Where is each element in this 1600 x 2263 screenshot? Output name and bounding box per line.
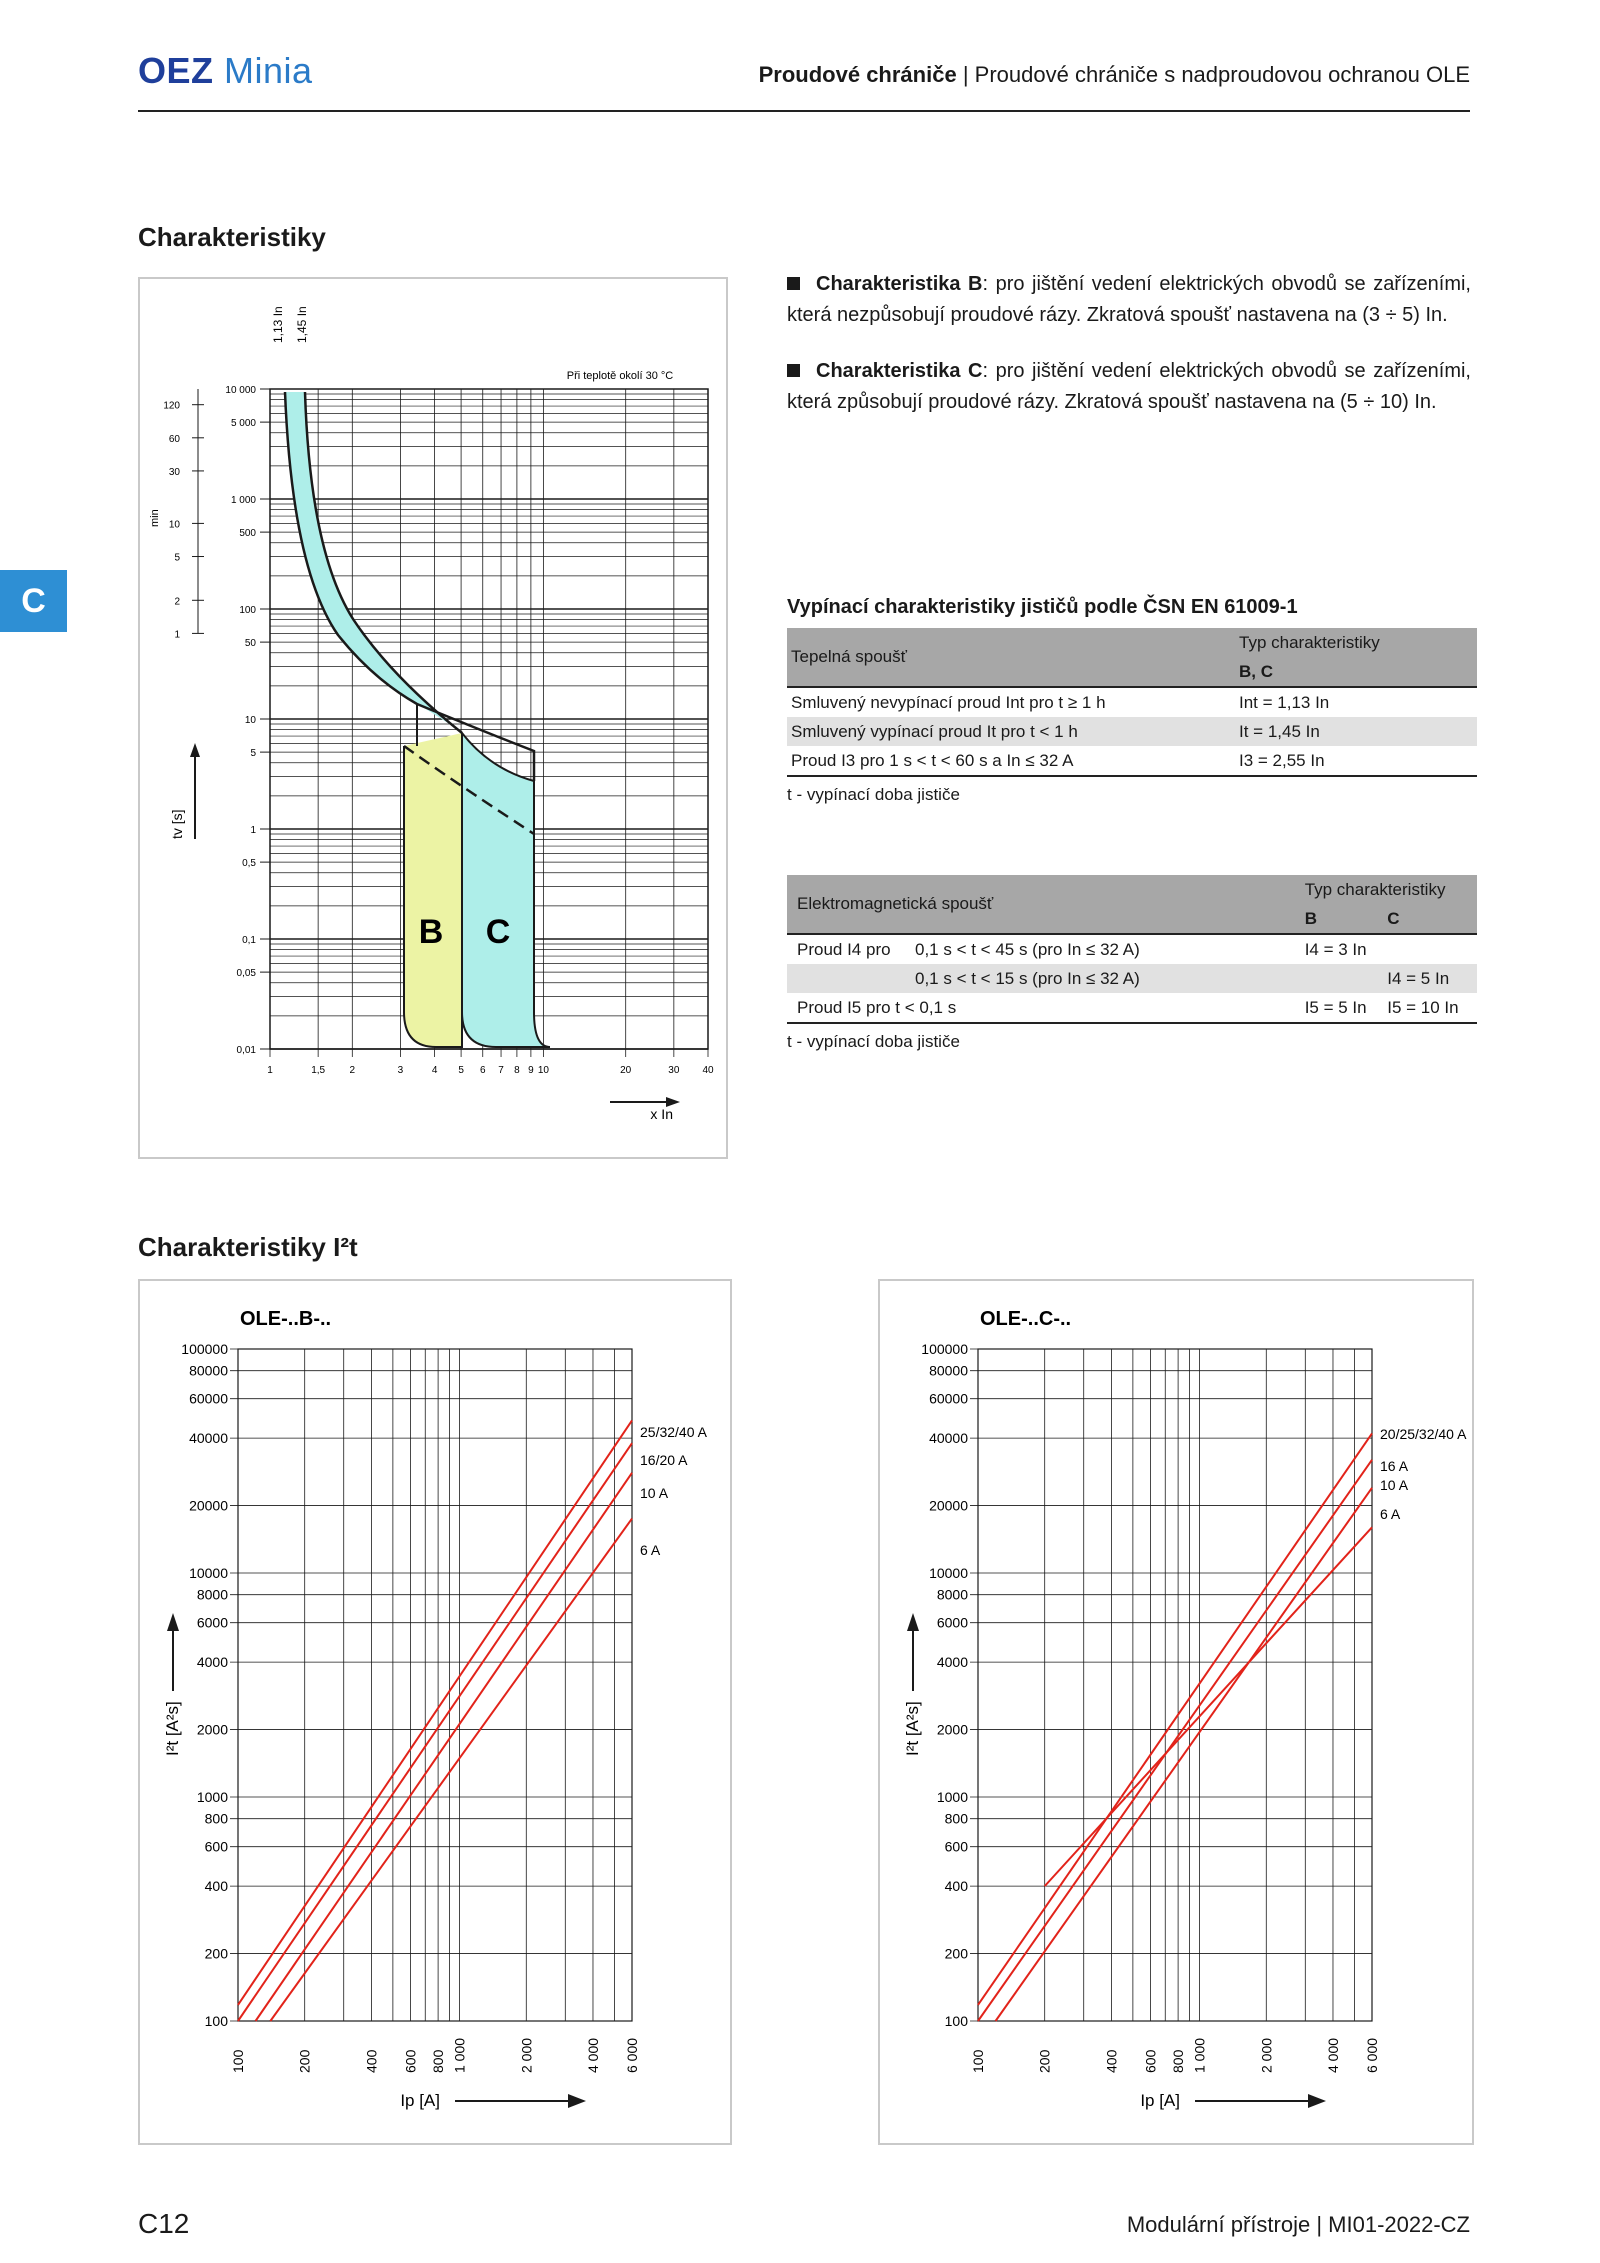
y-tick-label: 8000 — [196, 1586, 228, 1603]
header-title-bold: Proudové chrániče — [758, 62, 957, 87]
bullet-b-label: Charakteristika B — [816, 273, 983, 295]
table-row — [787, 934, 1477, 964]
t1-col1: Tepelná spoušť — [787, 628, 1235, 687]
x-tick-label: 8 — [514, 1065, 520, 1076]
t1-r1-c1: It = 1,45 In — [1239, 721, 1320, 741]
i2t-ylabel: I²t [A²s] — [903, 1701, 922, 1756]
section-tab: C — [0, 570, 67, 632]
t1-r0-c1: Int = 1,13 In — [1239, 692, 1330, 712]
x-tick-label: 40 — [702, 1065, 714, 1076]
t1-r1-c0: Smluvený vypínací proud It pro t < 1 h — [791, 721, 1078, 741]
y-axis-arrowhead — [190, 743, 200, 757]
t2-sub-b: B — [1301, 904, 1384, 934]
x-tick-label: 4 000 — [584, 2037, 601, 2073]
y-tick-label: 1000 — [196, 1789, 228, 1805]
zone-c-area — [462, 733, 550, 1047]
logo-minia: Minia — [224, 50, 313, 91]
y-tick-label: 2000 — [196, 1721, 228, 1738]
t1-note: t - vypínací doba jističe — [787, 785, 960, 804]
s-tick-label: 5 000 — [230, 418, 256, 430]
bullet-c-label: Charakteristika C — [816, 360, 983, 382]
bullet-c-text: : pro jištění vedení elektrických obvodů se zařízeními, která způsobují proudové rázy. Zkratová spoušť nastavena na (5 ÷ 10) In. — [787, 360, 1471, 413]
y-tick-label: 100 — [204, 2013, 228, 2029]
x-tick-label: 20 — [620, 1065, 632, 1076]
t2-r2-c2: I5 = 5 In — [1301, 993, 1384, 1023]
i2t-curve — [256, 1473, 632, 2021]
y-tick-label: 10000 — [929, 1565, 968, 1581]
t1-col2-sub: B, C — [1235, 657, 1477, 687]
min-tick-label: 1 — [174, 629, 180, 641]
i2t-curve — [238, 1420, 632, 2004]
magnetic-table — [787, 875, 1477, 1024]
y-tick-label: 4000 — [196, 1654, 228, 1671]
i2t-box-left — [138, 1279, 732, 2145]
t2-r2-c3: I5 = 10 In — [1383, 993, 1477, 1023]
min-tick-label: 120 — [163, 400, 180, 412]
i2t-plot — [163, 1308, 708, 2110]
table1-title: Vypínací charakteristiky jističů podle ČSN EN 61009-1 — [787, 596, 1298, 618]
min-tick-label: 60 — [168, 433, 180, 445]
t2-r0-c1: 0,1 s < t < 45 s (pro In ≤ 32 A) — [915, 939, 1140, 959]
curve-label: 6 A — [640, 1542, 661, 1558]
temp-note: Při teplotě okolí 30 °C — [566, 370, 674, 382]
t2-r0-c3 — [1383, 934, 1477, 964]
zone-c-label: C — [485, 913, 511, 951]
s-tick-label: 500 — [239, 528, 256, 540]
x-tick-label: 100 — [970, 2049, 986, 2073]
s-tick-label: 0,5 — [242, 858, 256, 870]
t2-note: t - vypínací doba jističe — [787, 1032, 960, 1051]
i2t-curve — [238, 1443, 632, 2021]
min-unit-label: min — [149, 509, 161, 527]
x-tick-label: 1 — [267, 1065, 273, 1076]
y-tick-label: 4000 — [936, 1654, 968, 1671]
curve-label: 16 A — [1380, 1458, 1409, 1474]
y-tick-label: 60000 — [189, 1390, 228, 1407]
y-tick-label: 200 — [204, 1945, 228, 1962]
i2t-curve — [996, 1488, 1372, 2021]
y-tick-label: 20000 — [189, 1497, 228, 1514]
header-title — [759, 62, 1470, 88]
x-tick-label: 100 — [230, 2049, 246, 2073]
y-tick-label: 40000 — [929, 1430, 968, 1447]
x-tick-label: 30 — [668, 1065, 680, 1076]
page-number: C12 — [138, 2208, 190, 2239]
bullet-square-icon — [787, 277, 800, 290]
i2t-curve — [978, 1433, 1372, 2005]
section-title-i2t: Charakteristiky I²t — [138, 1232, 358, 1262]
s-tick-label: 0,01 — [236, 1045, 256, 1056]
t2-col2-top: Typ charakteristiky — [1304, 879, 1446, 899]
y-tick-label: 60000 — [929, 1390, 968, 1407]
x-tick-label: 7 — [498, 1065, 504, 1076]
thermal-band — [285, 392, 462, 733]
section-title-charakteristiky: Charakteristiky — [138, 222, 326, 252]
i2t-curve — [1045, 1527, 1372, 1886]
x-tick-label: 2 000 — [1258, 2037, 1275, 2073]
y-tick-label: 600 — [944, 1838, 968, 1855]
thermal-table-wrap — [787, 628, 1477, 805]
thermal-table — [787, 628, 1477, 777]
y-tick-label: 1000 — [936, 1789, 968, 1805]
x-tick-label: 1,5 — [311, 1065, 326, 1076]
y-tick-label: 6000 — [936, 1614, 968, 1631]
s-tick-label: 1 000 — [230, 495, 256, 506]
tripping-chart-box — [138, 277, 728, 1159]
label-113: 1,13 In — [271, 306, 285, 343]
t2-r0-c0: Proud I4 pro — [797, 939, 891, 959]
y-tick-label: 100000 — [921, 1341, 968, 1357]
x-tick-label: 9 — [528, 1065, 534, 1076]
i2t-xlabel: Ip [A] — [1140, 2091, 1180, 2110]
x-tick-label: 400 — [363, 2049, 380, 2073]
bullet-c — [787, 356, 1471, 418]
table-row — [787, 993, 1477, 1023]
t2-col1: Elektromagnetická spoušť — [787, 875, 1301, 934]
footer-doc: Modulární přístroje | MI01-2022-CZ — [1126, 2212, 1470, 2237]
x-tick-label: 4 000 — [1324, 2037, 1341, 2073]
t2-r1-c2 — [1301, 964, 1384, 993]
x-tick-label: 1 000 — [451, 2037, 468, 2073]
x-tick-label: 4 — [431, 1065, 438, 1076]
tripping-chart — [140, 279, 726, 1157]
table-row — [787, 964, 1477, 993]
min-tick-label: 5 — [174, 552, 180, 564]
i2t-xlabel: Ip [A] — [400, 2091, 440, 2110]
s-tick-label: 0,05 — [236, 968, 256, 980]
i2t-chart-c — [880, 1281, 1472, 2143]
curve-label: 6 A — [1380, 1506, 1401, 1522]
x-tick-label: 10 — [537, 1065, 549, 1076]
t1-r2-c1: I3 = 2,55 In — [1235, 746, 1477, 776]
curve-label: 20/25/32/40 A — [1380, 1426, 1467, 1442]
t2-r1-c0 — [787, 964, 911, 993]
min-tick-label: 30 — [168, 466, 180, 478]
table-row — [787, 717, 1477, 746]
t2-sub-c: C — [1383, 904, 1477, 934]
t2-r2-c0: Proud I5 pro t < 0,1 s — [787, 993, 1301, 1023]
header-title-rest: | Proudové chrániče s nadproudovou ochranou OLE — [962, 62, 1470, 87]
x-tick-label: 800 — [1170, 2049, 1187, 2073]
t1-r2-c0: Proud I3 pro 1 s < t < 60 s a In ≤ 32 A — [787, 746, 1235, 776]
y-tick-label: 2000 — [936, 1721, 968, 1738]
x-tick-label: 600 — [1142, 2049, 1159, 2073]
x-tick-label: 1 000 — [1191, 2037, 1208, 2073]
x-tick-label: 6 000 — [1364, 2037, 1380, 2073]
curve-label: 25/32/40 A — [640, 1424, 707, 1440]
x-tick-label: 6 000 — [624, 2037, 640, 2073]
i2t-chart-b — [140, 1281, 730, 2143]
y-tick-label: 400 — [204, 1878, 228, 1895]
x-tick-label: 2 — [349, 1065, 356, 1076]
i2t-ylabel: I²t [A²s] — [163, 1701, 182, 1756]
t1-col2-top: Typ charakteristiky — [1239, 632, 1380, 652]
y-tick-label: 40000 — [189, 1430, 228, 1447]
x-axis-label: x In — [650, 1106, 673, 1122]
y-tick-label: 400 — [944, 1878, 968, 1895]
x-tick-label: 600 — [402, 2049, 419, 2073]
y-tick-label: 80000 — [189, 1362, 228, 1379]
magnetic-table-wrap — [787, 875, 1477, 1052]
min-tick-label: 10 — [168, 519, 180, 531]
i2t-title: OLE-..C-.. — [980, 1308, 1072, 1330]
curve-label: 10 A — [1380, 1477, 1409, 1493]
t2-r1-c1: 0,1 s < t < 15 s (pro In ≤ 32 A) — [915, 968, 1140, 988]
x-tick-label: 5 — [458, 1065, 464, 1076]
y-tick-label: 10000 — [189, 1565, 228, 1581]
curve-label: 16/20 A — [640, 1452, 688, 1468]
bullet-b-text: : pro jištění vedení elektrických obvodů se zařízeními, která nezpůsobují proudové rázy. Zkratová spoušť nastavena na (3 ÷ 5) In. — [787, 273, 1471, 326]
x-tick-label: 200 — [296, 2049, 313, 2073]
s-tick-label: 50 — [244, 638, 256, 650]
i2t-plot — [903, 1308, 1467, 2110]
s-tick-label: 1 — [250, 825, 256, 836]
i2t-curve — [978, 1460, 1372, 2021]
x-tick-label: 3 — [397, 1065, 404, 1076]
table-row — [787, 687, 1477, 717]
y-tick-label: 200 — [944, 1945, 968, 1962]
bullet-b — [787, 269, 1471, 331]
y-tick-label: 8000 — [936, 1586, 968, 1603]
x-tick-label: 200 — [1036, 2049, 1053, 2073]
x-tick-label: 800 — [430, 2049, 447, 2073]
bullet-square-icon — [787, 364, 800, 377]
x-tick-label: 400 — [1103, 2049, 1120, 2073]
logo-oez: OEZ — [138, 50, 214, 91]
i2t-title: OLE-..B-.. — [240, 1308, 332, 1330]
y-tick-label: 600 — [204, 1838, 228, 1855]
y-tick-label: 6000 — [196, 1614, 228, 1631]
t2-r1-c3: I4 = 5 In — [1387, 968, 1450, 988]
y-tick-label: 80000 — [929, 1362, 968, 1379]
zone-b-label: B — [418, 913, 444, 951]
brand-logo — [138, 50, 313, 92]
y-tick-label: 800 — [204, 1810, 228, 1827]
s-tick-label: 0,1 — [242, 935, 256, 946]
s-tick-label: 10 000 — [225, 385, 256, 396]
label-145: 1,45 In — [295, 306, 309, 343]
y-tick-label: 20000 — [929, 1497, 968, 1514]
s-tick-label: 100 — [239, 605, 256, 616]
table-row — [787, 746, 1477, 776]
y-tick-label: 100 — [944, 2013, 968, 2029]
i2t-box-right — [878, 1279, 1474, 2145]
min-tick-label: 2 — [174, 596, 180, 608]
x-tick-label: 6 — [479, 1065, 486, 1076]
i2t-curve — [270, 1519, 632, 2021]
t2-r0-c2: I4 = 3 In — [1304, 939, 1367, 959]
s-tick-label: 10 — [244, 715, 256, 726]
y-tick-label: 800 — [944, 1810, 968, 1827]
curve-label: 10 A — [640, 1485, 669, 1501]
header-divider — [138, 110, 1470, 112]
s-tick-label: 5 — [250, 748, 256, 760]
y-axis-label: tv [s] — [169, 809, 185, 839]
y-tick-label: 100000 — [181, 1341, 228, 1357]
t1-r0-c0: Smluvený nevypínací proud Int pro t ≥ 1 h — [791, 692, 1106, 712]
x-tick-label: 2 000 — [518, 2037, 535, 2073]
